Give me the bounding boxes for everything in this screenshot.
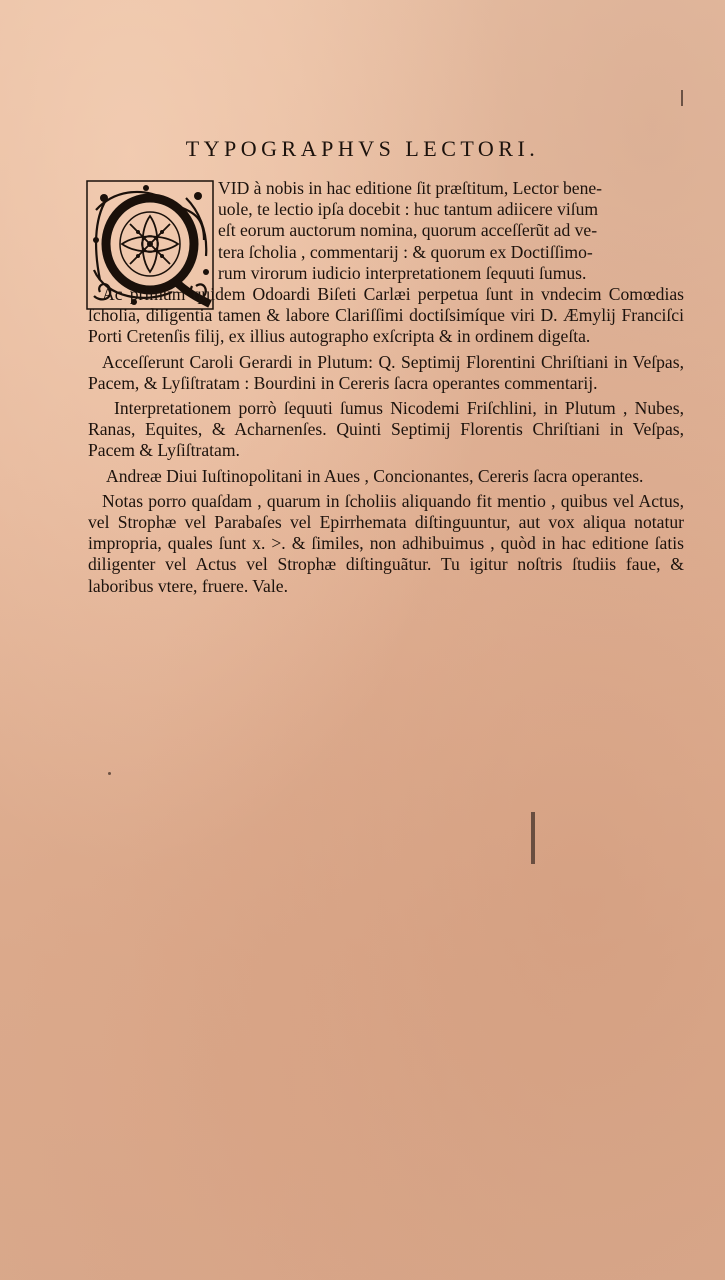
paper-blemish <box>681 90 683 106</box>
paragraph-andreae: Andreæ Diui Iuſtinopolitani in Aues , Concionantes, Cereris ſacra operantes. <box>106 465 644 486</box>
paper-blemish <box>531 812 535 864</box>
text-line: tera ſcholia , commentarij : & quorum ex Doctiſſimo- <box>218 241 593 262</box>
text-body <box>88 178 684 597</box>
paragraph-interpretation: Interpretationem porrò ſequuti ſumus Nicodemi Friſchlini, in Plutum , Nubes, Ranas, Equites, & Acharnenſes. Quinti Septimij Florentis Chriſtiani in Veſpas, Pacem & Lyſiſtratam. <box>88 398 684 461</box>
text-line: eſt eorum auctorum nomina, quorum acceſſerũt ad ve- <box>218 220 598 241</box>
text-line: rum virorum iudicio interpretationem ſequuti ſumus. <box>218 262 587 283</box>
page-heading: TYPOGRAPHVS LECTORI. <box>185 136 540 161</box>
paragraph-scholia: Ac primùm quidem Odoardi Biſeti Carlæi perpetua ſunt in vndecim Comœdias ſcholia, diligentia tamen & labore Clariſſimi doctiſsimíque viri D. Æmylij Franciſci Porti Cretenſis filij, ex illius autographo exſcripta & in ordinem digeſta. <box>88 284 684 347</box>
text-line: uole, te lectio ipſa docebit : huc tantum adiicere viſum <box>218 199 599 220</box>
paragraph-intro <box>88 178 684 284</box>
text-line: VID à nobis in hac editione ſit præſtitum, Lector bene- <box>218 178 603 198</box>
paragraph-notes: Notas porro quaſdam , quarum in ſcholiis aliquando fit mentio , quibus vel Actus, vel Strophæ vel Parabaſes vel Epirrhemata diſtinguuntur, aut vox aliqua notatur impropria, quales ſunt x. >. & ſimiles, non adhibuimus , quòd in hac editione ſatis diligenter vel Actus vel Strophæ diſtinguãtur. Tu igitur noſtris ſtudiis faue, & laboribus vtere, fruere. Vale. <box>88 490 684 596</box>
paragraph-commentaries: Acceſſerunt Caroli Gerardi in Plutum: Q. Septimij Florentini Chriſtiani in Veſpas, Pacem, & Lyſiſtratam : Bourdini in Cereris ſacra operantes commentarij. <box>88 351 684 393</box>
paper-blemish <box>108 772 111 775</box>
